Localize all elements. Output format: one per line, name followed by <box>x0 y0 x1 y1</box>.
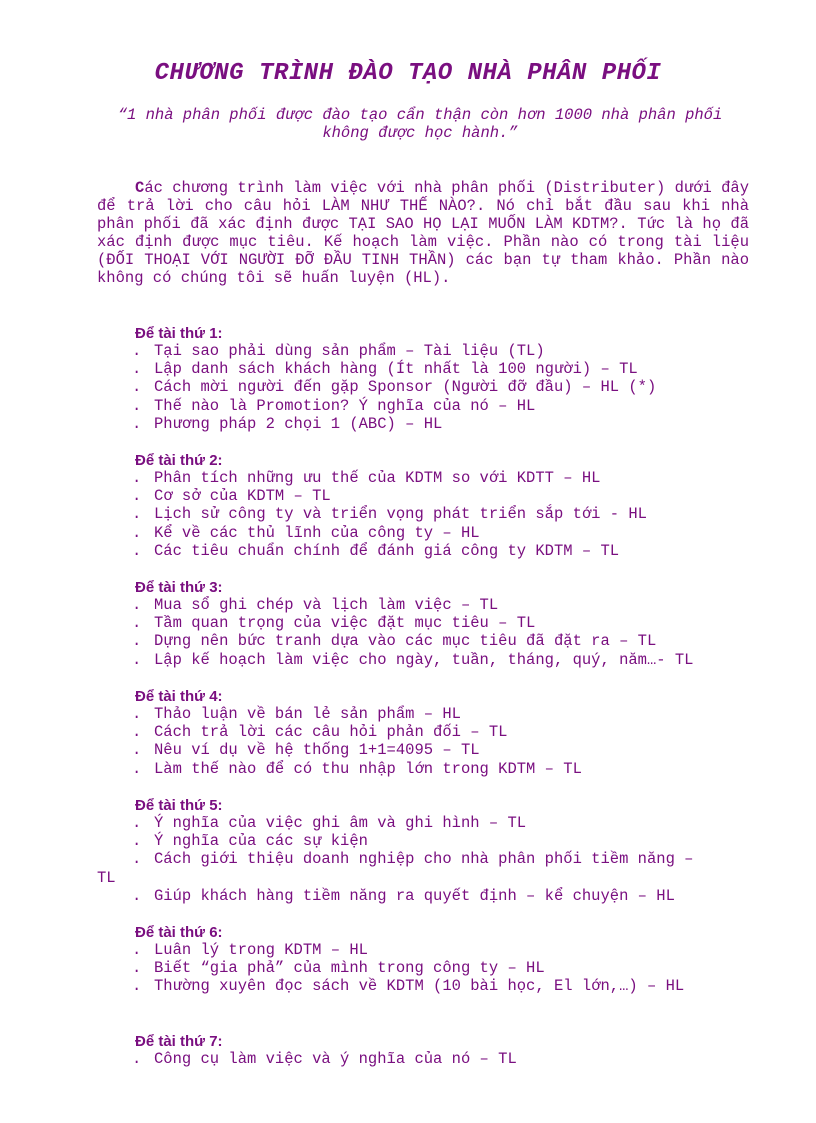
topic-2-list <box>132 469 752 560</box>
topic-6-list <box>132 941 752 996</box>
topic-7-list <box>132 1050 752 1068</box>
list-item: . Cách giới thiệu doanh nghiệp cho nhà phân phối tiềm năng – TL <box>97 850 694 887</box>
list-item: . Các tiêu chuẩn chính để đánh giá công ty KDTM – TL <box>132 541 620 560</box>
topic-1-list <box>132 342 752 433</box>
list-item: . Nêu ví dụ về hệ thống 1+1=4095 – TL <box>132 741 480 760</box>
document-quote: “1 nhà phân phối được đào tạo cẩn thận còn hơn 1000 nhà phân phối không được học hành.” <box>117 106 723 142</box>
topic-5-heading: Để tài thứ 5: <box>135 797 223 814</box>
list-item: . Phương pháp 2 chọi 1 (ABC) – HL <box>132 414 443 433</box>
list-item: . Thường xuyên đọc sách về KDTM (10 bài học, El lớn,…) – HL <box>132 977 685 996</box>
list-item: . Ý nghĩa của các sự kiện <box>132 832 368 851</box>
topic-3-list <box>132 596 752 669</box>
list-item: . Lập kế hoạch làm việc cho ngày, tuần, tháng, quý, năm…- TL <box>132 650 694 669</box>
list-item: . Biết “gia phả” của mình trong công ty – HL <box>132 959 545 978</box>
list-item: . Phân tích những ưu thế của KDTM so với KDTT – HL <box>132 469 601 487</box>
topic-3-heading: Để tài thứ 3: <box>135 579 223 596</box>
list-item: . Cơ sở của KDTM – TL <box>132 487 331 506</box>
list-item: . Thế nào là Promotion? Ý nghĩa của nó – HL <box>132 396 536 415</box>
intro-drop-letter: C <box>135 179 145 197</box>
list-item: . Dựng nên bức tranh dựa vào các mục tiêu đã đặt ra – TL <box>132 632 657 651</box>
list-item-wrap-tail: TL <box>97 868 116 887</box>
list-item: . Tầm quan trọng của việc đặt mục tiêu – TL <box>132 614 536 633</box>
topic-4-list <box>132 705 752 778</box>
topic-6-heading: Để tài thứ 6: <box>135 924 223 941</box>
document-title: CHƯƠNG TRÌNH ĐÀO TẠO NHÀ PHÂN PHỐI <box>154 60 662 87</box>
list-item: . Cách trả lời các câu hỏi phản đối – TL <box>132 723 508 742</box>
topic-1-heading: Để tài thứ 1: <box>135 325 223 342</box>
list-item: . Cách mời người đến gặp Sponsor (Người đỡ đầu) – HL (*) <box>132 378 657 397</box>
topic-7-heading: Để tài thứ 7: <box>135 1033 223 1050</box>
topic-5-list <box>97 814 752 905</box>
list-item: . Luân lý trong KDTM – HL <box>132 941 368 959</box>
list-item: . Ý nghĩa của việc ghi âm và ghi hình – TL <box>132 814 527 832</box>
list-item: . Giúp khách hàng tiềm năng ra quyết định – kể chuyện – HL <box>132 886 675 905</box>
list-item: . Mua sổ ghi chép và lịch làm việc – TL <box>132 596 499 614</box>
list-item: . Kể về các thủ lĩnh của công ty – HL <box>132 523 480 542</box>
list-item: . Lập danh sách khách hàng (Ít nhất là 100 người) – TL <box>132 360 638 379</box>
topic-4-heading: Để tài thứ 4: <box>135 688 223 705</box>
list-item: . Công cụ làm việc và ý nghĩa của nó – TL <box>132 1050 517 1068</box>
list-item: . Lịch sử công ty và triển vọng phát triển sắp tới - HL <box>132 505 647 524</box>
list-item: . Thảo luận về bán lẻ sản phẩm – HL <box>132 705 461 723</box>
list-item: . Làm thế nào để có thu nhập lớn trong KDTM – TL <box>132 759 582 778</box>
intro-paragraph <box>97 179 749 288</box>
topic-2-heading: Để tài thứ 2: <box>135 452 223 469</box>
intro-text: ác chương trình làm việc với nhà phân phối (Distributer) dưới đây để trả lời cho câu hỏi LÀM NHƯ THẾ NÀO?. Nó chỉ bắt đầu sau khi nhà phân phối đã xác định được TẠI SAO HỌ LẠI MUỐN LÀM KDTM?. Tức là họ đã xác định được mục tiêu. Kế hoạch làm việc. Phần nào có trong tài liệu (ĐỐI THOẠI VỚI NGƯỜI ĐỠ ĐẦU TINH THẦN) các bạn tự tham khảo. Phần nào không có chúng tôi sẽ huấn luyện (HL). <box>97 179 749 288</box>
list-item: . Tại sao phải dùng sản phẩm – Tài liệu (TL) <box>132 342 545 360</box>
